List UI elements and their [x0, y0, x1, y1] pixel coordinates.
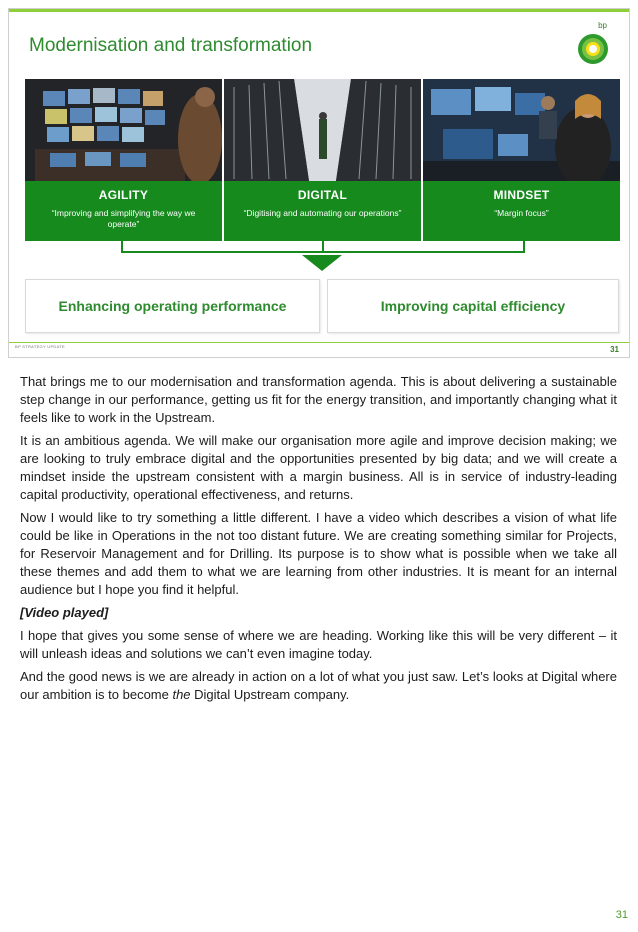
mindset-quote: “Margin focus”	[494, 208, 549, 218]
mindset-caption	[423, 181, 620, 241]
slide	[8, 8, 630, 358]
outcome-capital-efficiency: Improving capital efficiency	[327, 279, 619, 333]
agility-control-room-photo	[25, 79, 222, 181]
digital-caption	[224, 181, 421, 241]
paragraph-2: It is an ambitious agenda. We will make our organisation more agile and improve decision making; we are looking to truly embrace digital and the opportunities presented by big data; and we will create a mindset inside the upstream consistent with a margin business. All is in service of industry-leading capital productivity, operational effectiveness, and returns.	[20, 433, 617, 502]
digital-heading: DIGITAL	[297, 188, 348, 202]
paragraph-5: I hope that gives you some sense of where we are heading. Working like this will be very different – it will unleash ideas and solutions we can’t even imagine today.	[20, 628, 617, 661]
slide-footer-rule	[9, 342, 629, 343]
down-arrow-icon	[302, 255, 342, 271]
paragraph-6-italic: the	[172, 687, 191, 702]
paragraph-6	[20, 668, 617, 704]
agility-quote: “Improving and simplifying the way we operate”	[51, 208, 196, 229]
agility-caption	[25, 181, 222, 241]
transcript-body	[20, 373, 617, 709]
digital-quote: “Digitising and automating our operations”	[243, 208, 402, 218]
video-played-note: [Video played]	[20, 605, 109, 620]
bp-helios-logo-icon	[573, 23, 613, 67]
mindset-heading: MINDSET	[493, 188, 550, 202]
connector-stem	[322, 241, 324, 253]
digital-data-centre-photo	[224, 79, 421, 181]
paragraph-6-start: And the good news is we are already in action on a lot of what you just saw. Let’s looks at Digital where our ambition is to become	[20, 669, 617, 702]
paragraph-1: That brings me to our modernisation and transformation agenda. This is about delivering a sustainable step change in our performance, getting us fit for the energy transition, and importantly changing what it feels like to work in the Upstream.	[20, 374, 617, 425]
slide-top-rule	[9, 9, 629, 12]
mindset-operations-room-photo	[423, 79, 620, 181]
slide-number: 31	[610, 345, 619, 354]
slide-footer-label: BP STRATEGY UPDATE	[15, 344, 66, 349]
slide-title: Modernisation and transformation	[29, 35, 313, 56]
page-number: 31	[615, 909, 628, 921]
outcome-operating-performance: Enhancing operating performance	[25, 279, 320, 333]
bp-wordmark: bp	[598, 21, 607, 30]
paragraph-6-end: Digital Upstream company.	[190, 687, 350, 702]
agility-heading: AGILITY	[98, 188, 149, 202]
paragraph-3: Now I would like to try something a little different. I have a video which describes a vision of what life could be like in Operations in the not too distant future. We are creating something similar for Projects, for Reservoir Management and for Drilling. Its purpose is to show what is possible when we take all these themes and add them to what we are learning from other industries. It is meant for an internal audience but I hope you find it helpful.	[20, 510, 617, 597]
